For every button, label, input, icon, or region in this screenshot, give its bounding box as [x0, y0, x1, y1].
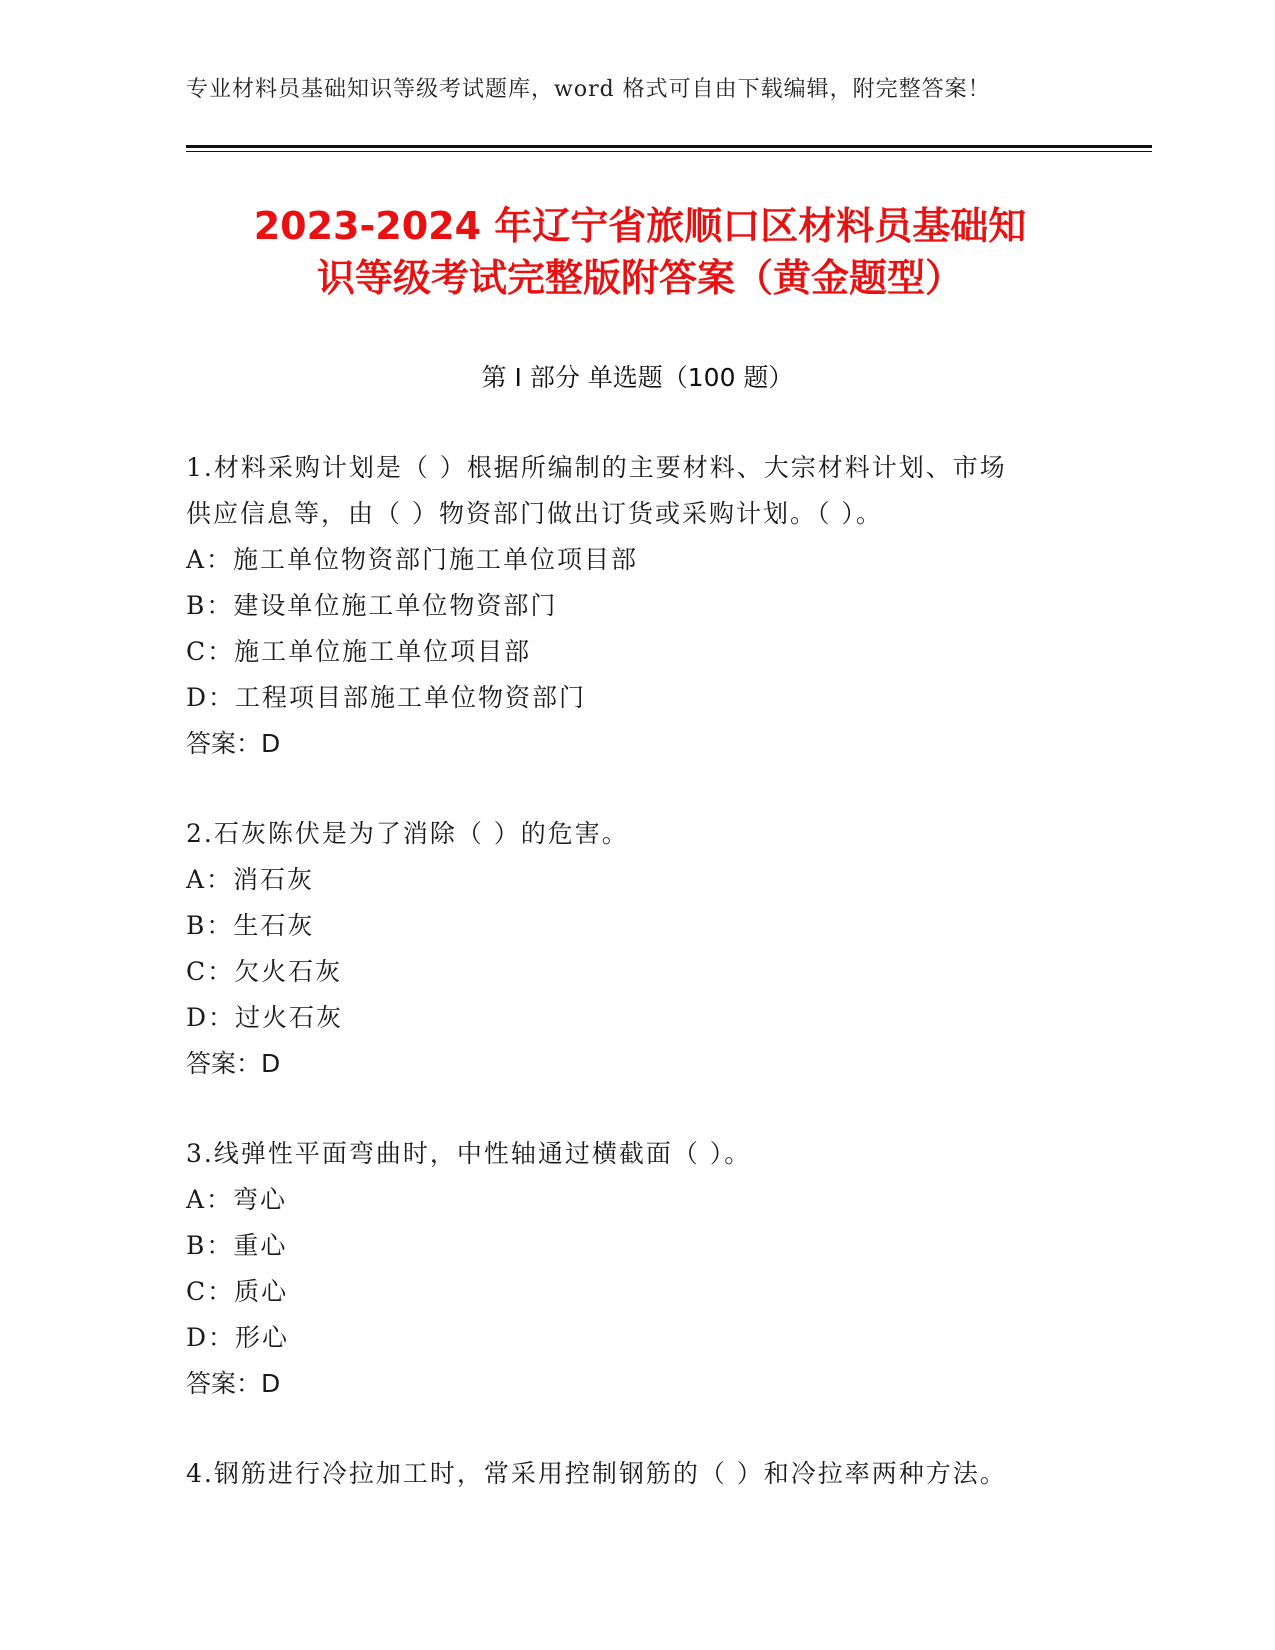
header-note: 专业材料员基础知识等级考试题库，word 格式可自由下载编辑，附完整答案！: [186, 77, 991, 102]
question-4: [186, 1451, 1086, 1497]
question-stem-continued: 供应信息等，由（ ）物资部门做出订货或采购计划。（ ）。: [186, 499, 883, 528]
question-stem: 4.钢筋进行冷拉加工时，常采用控制钢筋的（ ）和冷拉率两种方法。: [186, 1459, 1007, 1488]
answer: 答案：D: [186, 1369, 281, 1398]
option-d: D：形心: [186, 1323, 290, 1352]
question-stem: 3.线弹性平面弯曲时，中性轴通过横截面（ ）。: [186, 1139, 752, 1168]
question-1: [186, 445, 1086, 767]
question-list: [186, 445, 1086, 1497]
answer: 答案：D: [186, 1049, 281, 1078]
option-b: B：建设单位施工单位物资部门: [186, 591, 558, 620]
question-3: [186, 1131, 1086, 1407]
section-heading: 第 I 部分 单选题（100 题）: [481, 363, 794, 392]
option-a: A：施工单位物资部门施工单位项目部: [186, 545, 639, 574]
answer: 答案：D: [186, 729, 281, 758]
option-b: B：生石灰: [186, 911, 315, 940]
option-d: D：过火石灰: [186, 1003, 344, 1032]
option-c: C：质心: [186, 1277, 289, 1306]
question-stem: 2.石灰陈伏是为了消除（ ）的危害。: [186, 819, 629, 848]
option-c: C：施工单位施工单位项目部: [186, 637, 532, 666]
header-rule-thick: [186, 145, 1152, 148]
option-c: C：欠火石灰: [186, 957, 343, 986]
option-a: A：弯心: [186, 1185, 288, 1214]
option-d: D：工程项目部施工单位物资部门: [186, 683, 587, 712]
document-title: [170, 200, 1110, 304]
title-line-2: 识等级考试完整版附答案（黄金题型）: [316, 256, 963, 300]
title-line-1: 2023-2024 年辽宁省旅顺口区材料员基础知: [253, 204, 1027, 248]
question-stem: 1.材料采购计划是（ ）根据所编制的主要材料、大宗材料计划、市场: [186, 453, 1007, 482]
question-2: [186, 811, 1086, 1087]
option-a: A：消石灰: [186, 865, 315, 894]
header-rule-thin: [186, 151, 1152, 152]
option-b: B：重心: [186, 1231, 288, 1260]
